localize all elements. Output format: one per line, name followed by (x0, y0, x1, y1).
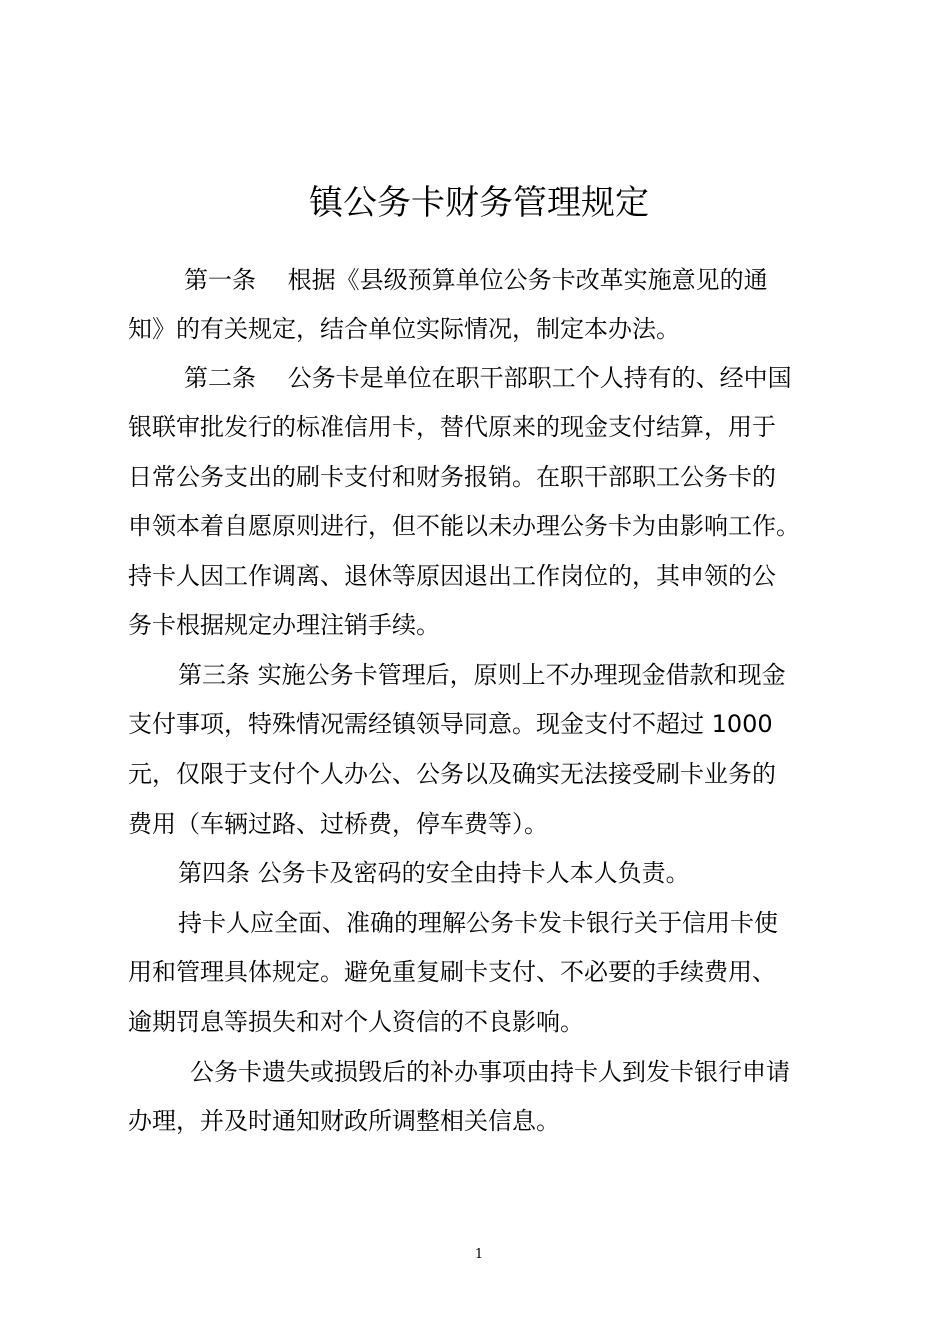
article-2-line-1: 第二条 公务卡是单位在职干部职工个人持有的、经中国 (184, 364, 792, 392)
article-2-line-3: 日常公务支出的刷卡支付和财务报销。在职干部职工公务卡的 (128, 463, 776, 491)
article-3-line-4: 费用（车辆过路、过桥费，停车费等）。 (128, 810, 548, 838)
article-3-line-1: 第三条 实施公务卡管理后，原则上不办理现金借款和现金 (178, 661, 786, 689)
page-number: 1 (474, 1247, 484, 1262)
article-4-line-1: 第四条 公务卡及密码的安全由持卡人本人负责。 (178, 859, 690, 887)
card-loss-line-1: 公务卡遗失或损毁后的补办事项由持卡人到发卡银行申请 (190, 1058, 790, 1086)
cardholder-usage-line-1: 持卡人应全面、准确的理解公务卡发卡银行关于信用卡使 (178, 909, 778, 937)
article-2-line-4: 申领本着自愿原则进行，但不能以未办理公务卡为由影响工作。 (128, 512, 800, 540)
cardholder-usage-line-2: 用和管理具体规定。避免重复刷卡支付、不必要的手续费用、 (128, 958, 776, 986)
document-title: 镇公务卡财务管理规定 (309, 183, 649, 223)
article-1-line-1: 第一条 根据《县级预算单位公务卡改革实施意见的通 (184, 266, 768, 294)
article-3-line-3: 元，仅限于支付个人办公、公务以及确实无法接受刷卡业务的 (128, 760, 776, 788)
article-2-line-5: 持卡人因工作调离、退休等原因退出工作岗位的，其申领的公 (128, 562, 776, 590)
cardholder-usage-line-3: 逾期罚息等损失和对个人资信的不良影响。 (128, 1008, 584, 1036)
article-3-line-2: 支付事项，特殊情况需经镇领导同意。现金支付不超过 1000 (128, 710, 773, 738)
article-2-line-6: 务卡根据规定办理注销手续。 (128, 611, 440, 639)
card-loss-line-2: 办理，并及时通知财政所调整相关信息。 (128, 1107, 560, 1135)
article-1-line-2: 知》的有关规定，结合单位实际情况，制定本办法。 (128, 315, 680, 343)
article-2-line-2: 银联审批发行的标准信用卡，替代原来的现金支付结算，用于 (128, 413, 776, 441)
